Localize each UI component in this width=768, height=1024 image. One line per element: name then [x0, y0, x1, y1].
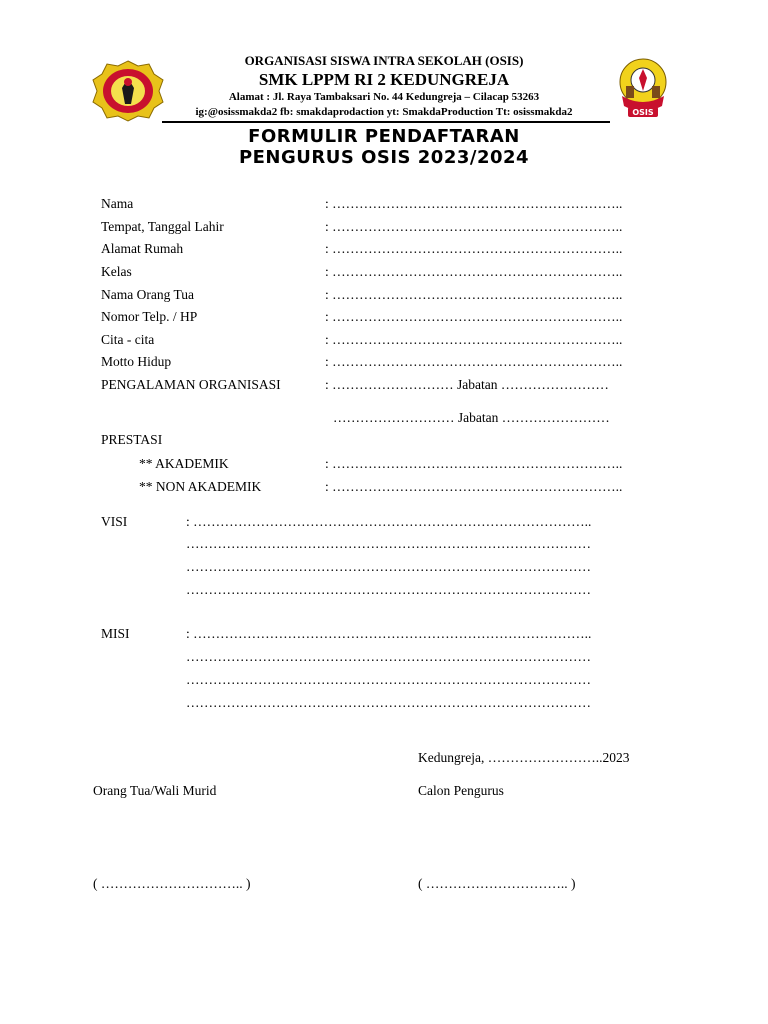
akademik-value[interactable]: : ……………………………………………………….. [325, 456, 623, 471]
field-value-pengalaman-2[interactable]: ……………………… Jabatan …………………… [333, 410, 610, 425]
osis-logo-text: OSIS [632, 108, 654, 117]
misi-line[interactable]: ……………………………………………………………………………… [186, 649, 591, 664]
non-akademik-value[interactable]: : ……………………………………………………….. [325, 479, 623, 494]
misi-line[interactable]: ……………………………………………………………………………… [186, 672, 591, 687]
field-value-ttl[interactable]: : ……………………………………………………….. [325, 219, 623, 234]
misi-line[interactable]: : …………………………………………………………………………….. [186, 626, 592, 641]
misi-line[interactable]: ……………………………………………………………………………… [186, 695, 591, 710]
parent-signature-line[interactable]: ( ………………………….. ) [93, 876, 251, 891]
field-label-ttl: Tempat, Tanggal Lahir [101, 219, 224, 234]
field-value-alamat[interactable]: : ……………………………………………………….. [325, 241, 623, 256]
place-date[interactable]: Kedungreja, ……………………..2023 [418, 750, 630, 765]
field-value-cita[interactable]: : ……………………………………………………….. [325, 332, 623, 347]
form-title-line1: FORMULIR PENDAFTARAN [248, 126, 520, 147]
visi-line[interactable]: : …………………………………………………………………………….. [186, 514, 592, 529]
field-value-pengalaman-1[interactable]: : ……………………… Jabatan …………………… [325, 377, 609, 392]
field-label-telp: Nomor Telp. / HP [101, 309, 198, 324]
visi-line[interactable]: ……………………………………………………………………………… [186, 559, 591, 574]
field-value-kelas[interactable]: : ……………………………………………………….. [325, 264, 623, 279]
field-label-alamat: Alamat Rumah [101, 241, 184, 256]
candidate-signature-line[interactable]: ( ………………………….. ) [418, 876, 576, 891]
visi-label: VISI [101, 514, 128, 529]
field-value-motto[interactable]: : ……………………………………………………….. [325, 354, 623, 369]
parent-label: Orang Tua/Wali Murid [93, 783, 217, 798]
field-value-orang-tua[interactable]: : ……………………………………………………….. [325, 287, 623, 302]
visi-line[interactable]: ……………………………………………………………………………… [186, 582, 591, 597]
form-title-line2: PENGURUS OSIS 2023/2024 [238, 147, 530, 168]
field-label-motto: Motto Hidup [101, 354, 172, 369]
field-label-nama: Nama [101, 196, 134, 211]
field-label-cita: Cita - cita [101, 332, 155, 347]
field-value-telp[interactable]: : ……………………………………………………….. [325, 309, 623, 324]
field-label-pengalaman: PENGALAMAN ORGANISASI [101, 377, 281, 392]
field-label-kelas: Kelas [101, 264, 132, 279]
misi-label: MISI [101, 626, 130, 641]
school-address: Alamat : Jl. Raya Tambaksari No. 44 Kedungreja – Cilacap 53263 [228, 91, 540, 103]
non-akademik-label: ** NON AKADEMIK [139, 479, 262, 494]
organization-name: ORGANISASI SISWA INTRA SEKOLAH (OSIS) [244, 53, 524, 68]
social-media: ig:@osissmakda2 fb: smakdaprodaction yt: SmakdaProduction Tt: osissmakda2 [195, 106, 573, 118]
field-label-orang-tua: Nama Orang Tua [101, 287, 194, 302]
visi-line[interactable]: ……………………………………………………………………………… [186, 536, 591, 551]
candidate-label: Calon Pengurus [418, 783, 504, 798]
field-value-nama[interactable]: : ……………………………………………………….. [325, 196, 623, 211]
school-name: SMK LPPM RI 2 KEDUNGREJA [258, 70, 510, 89]
header-divider [162, 121, 610, 123]
akademik-label: ** AKADEMIK [139, 456, 229, 471]
prestasi-label: PRESTASI [101, 432, 163, 447]
